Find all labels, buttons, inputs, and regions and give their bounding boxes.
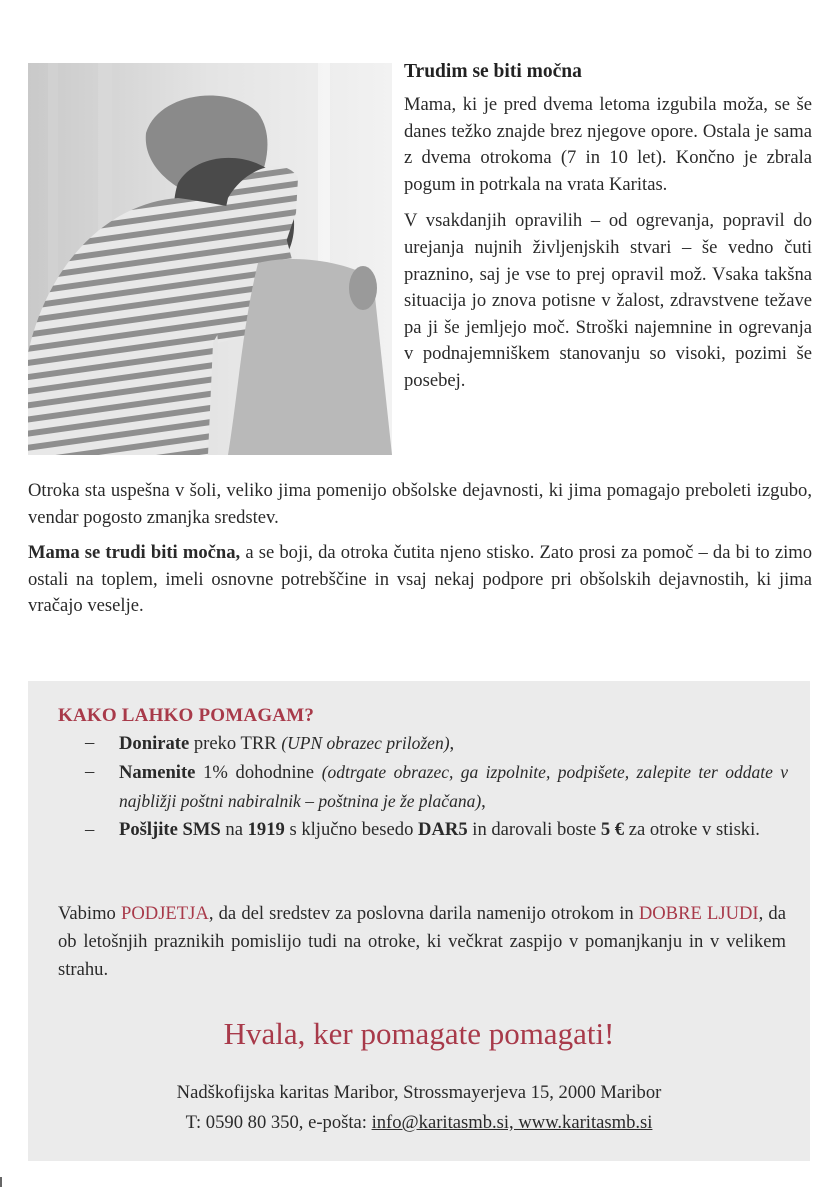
how-to-help-box <box>28 681 810 1161</box>
invite-text: , da del sredstev za poslovna darila namenijo otrokom in <box>208 903 639 924</box>
list-dash: – <box>85 819 95 840</box>
option-note: (UPN obrazec priložen) <box>281 733 450 753</box>
story-paragraph: V vsakdanjih opravilih – od ogrevanja, popravil do urejanja nujnih življenjskih stvari – še vedno čuti praznino, saj je vse to prej opravil mož. Vsaka takšna situacija jo znova potisne v žalost, zdravstvene težave pa ji še jemljejo moč. Stroški najemnine in ogrevanja v podnajemniškem stanovanju so visoki, pozimi še posebej. <box>404 210 812 391</box>
sms-amount: 5 € <box>600 819 625 840</box>
thank-you-heading: Hvala, ker pomagate pomagati! <box>223 1016 615 1051</box>
contact-email-web-link[interactable]: info@karitasmb.si, www.karitasmb.si <box>371 1112 653 1133</box>
story-title: Trudim se biti močna <box>404 61 582 82</box>
story-right-column <box>404 58 812 405</box>
invite-text: Vabimo <box>58 903 121 924</box>
help-option-sms <box>58 816 788 844</box>
help-option-income-tax <box>58 758 788 816</box>
invite-text: , da ob letošnjih praznikih pomislijo tudi na otroke, ki večkrat zaspijo v pomanjkanju in v velikem strahu. <box>58 903 786 980</box>
option-note: (odtrgate obrazec, ga izpolnite, podpišete, zalepite ter oddate v najbližji poštni nabiralnik – poštnina je že plačana) <box>119 762 789 811</box>
option-text: s ključno besedo <box>284 819 419 840</box>
contact-phone: T: 0590 80 350, e-pošta: <box>185 1112 372 1133</box>
option-text: na <box>220 819 248 840</box>
option-label: Pošljite SMS <box>119 819 221 840</box>
contact-line <box>28 1108 810 1138</box>
help-option-donate <box>58 729 788 758</box>
list-dash: – <box>85 732 95 753</box>
page-edge-mark <box>0 1177 2 1187</box>
option-tail: , <box>481 791 486 812</box>
contact-address: Nadškofijska karitas Maribor, Strossmayerjeva 15, 2000 Maribor <box>176 1082 662 1103</box>
story-photo <box>28 63 392 455</box>
contact-info <box>28 1078 810 1138</box>
option-text: za otroke v stiski. <box>624 819 760 840</box>
option-text: 1% dohodnine <box>195 762 322 783</box>
option-text: preko TRR <box>189 733 282 754</box>
help-options-list <box>58 729 788 844</box>
option-text: in darovali boste <box>467 819 601 840</box>
invite-good-people: DOBRE LJUDI <box>638 903 759 924</box>
appeal-text: a se boji, da otroka čutita njeno stisko. Zato prosi za pomoč – da bi to zimo ostali na toplem, imeli osnovne potrebščine in vsaj nekaj podpore pri obšolskih dejavnostih, ki jima vračajo veselje. <box>28 542 812 617</box>
story-bottom-section <box>28 478 812 629</box>
help-heading: KAKO LAHKO POMAGAM? <box>58 705 315 726</box>
story-paragraph-appeal <box>28 540 812 620</box>
option-label: Namenite <box>119 762 196 783</box>
option-label: Donirate <box>119 733 190 754</box>
story-paragraph: Mama, ki je pred dvema letoma izgubila moža, se še danes težko znajde brez njegove opore. Ostala je sama z dvema otrokoma (7 in 10 let). Končno je zbrala pogum in potrkala na vrata Karitas. <box>404 94 812 195</box>
invite-companies: PODJETJA <box>121 903 209 924</box>
appeal-bold-lead: Mama se trudi biti močna, <box>28 542 241 564</box>
story-paragraph: Otroka sta uspešna v šoli, veliko jima pomenijo obšolske dejavnosti, ki jima pomagajo preboleti izgubo, vendar pogosto zmanjka sredstev. <box>28 480 812 528</box>
invitation-paragraph <box>58 900 786 984</box>
sms-keyword: DAR5 <box>418 819 468 840</box>
sms-number: 1919 <box>247 819 285 840</box>
hugging-mother-child-image <box>28 63 392 455</box>
option-tail: , <box>449 733 455 754</box>
list-dash: – <box>85 761 95 782</box>
